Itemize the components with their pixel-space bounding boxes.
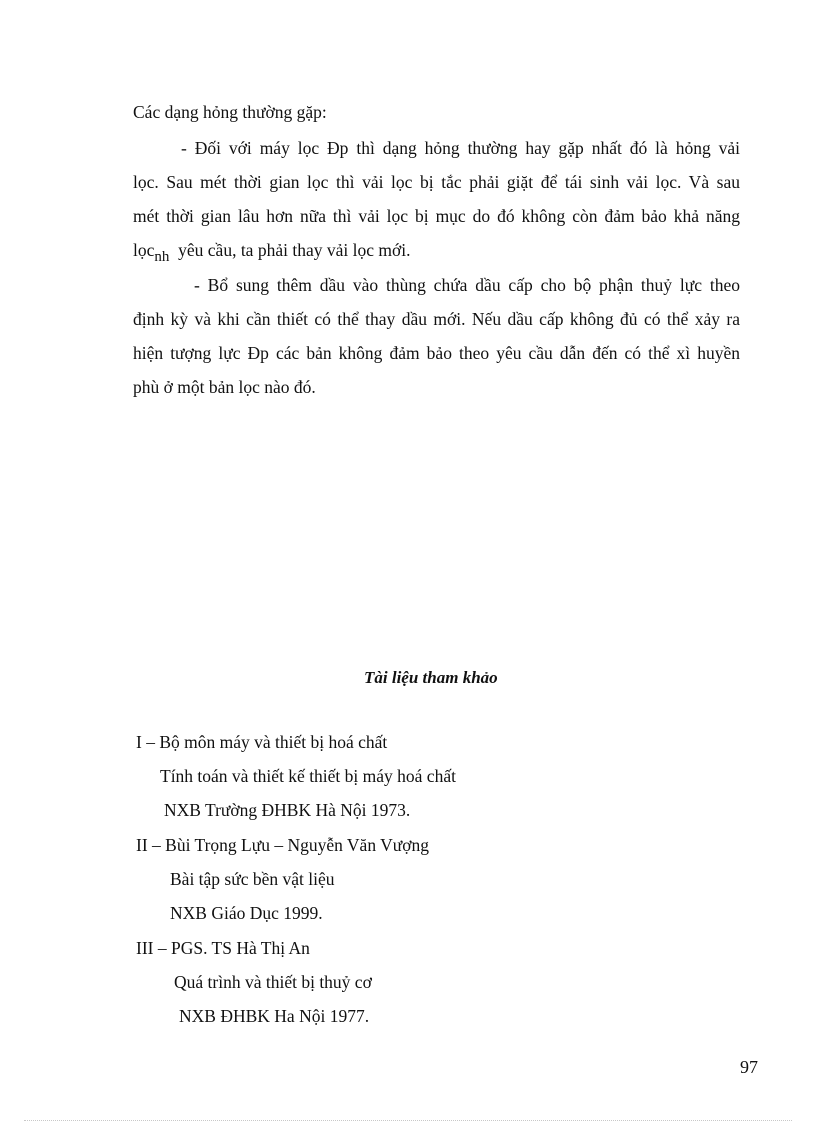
para2-line4: phù ở một bản lọc nào đó. <box>133 377 316 397</box>
para1-line1: - Đối với máy lọc Đp thì dạng hỏng thường hay gặp nhất đó là hỏng vải <box>181 138 740 158</box>
intro-line: Các dạng hỏng thường gặp: <box>133 102 327 122</box>
reference-1-label: I – Bộ môn máy và thiết bị hoá chất <box>136 732 388 752</box>
para2-line3: hiện tượng lực Đp các bản không đảm bảo theo yêu cầu dẫn đến có thể xì huyền <box>133 343 740 363</box>
reference-2-publisher: NXB Giáo Dục 1999. <box>170 903 323 923</box>
reference-2-label: II – Bùi Trọng Lựu – Nguyễn Văn Vượng <box>136 835 430 855</box>
footer-rule <box>24 1120 792 1121</box>
para2-line2: định kỳ và khi cần thiết có thể thay dầu mới. Nếu dầu cấp không đủ có thể xảy ra <box>133 309 740 329</box>
reference-3-title: Quá trình và thiết bị thuỷ cơ <box>174 972 372 992</box>
para1-line4-sub: nh <box>154 249 170 265</box>
page-number: 97 <box>740 1057 758 1077</box>
reference-3-publisher: NXB ĐHBK Ha Nội 1977. <box>179 1006 370 1026</box>
para1-line3: mét thời gian lâu hơn nữa thì vải lọc bị mục do đó không còn đảm bảo khả năng <box>133 206 740 226</box>
references-heading: Tài liệu tham khảo <box>364 668 498 687</box>
para1-line2: lọc. Sau mét thời gian lọc thì vải lọc bị tắc phải giặt để tái sinh vải lọc. Và sau <box>133 172 740 192</box>
reference-2-title: Bài tập sức bền vật liệu <box>170 869 335 889</box>
reference-3-label: III – PGS. TS Hà Thị An <box>136 938 310 958</box>
reference-1-title: Tính toán và thiết kế thiết bị máy hoá chất <box>160 766 456 786</box>
para1-line4 <box>133 240 411 265</box>
para2-line1: - Bổ sung thêm dầu vào thùng chứa dầu cấp cho bộ phận thuỷ lực theo <box>194 275 740 295</box>
para1-line4-start: lọc <box>133 240 155 260</box>
reference-1-publisher: NXB Trường ĐHBK Hà Nội 1973. <box>164 800 411 820</box>
para1-line4-end: yêu cầu, ta phải thay vải lọc mới. <box>178 240 411 260</box>
